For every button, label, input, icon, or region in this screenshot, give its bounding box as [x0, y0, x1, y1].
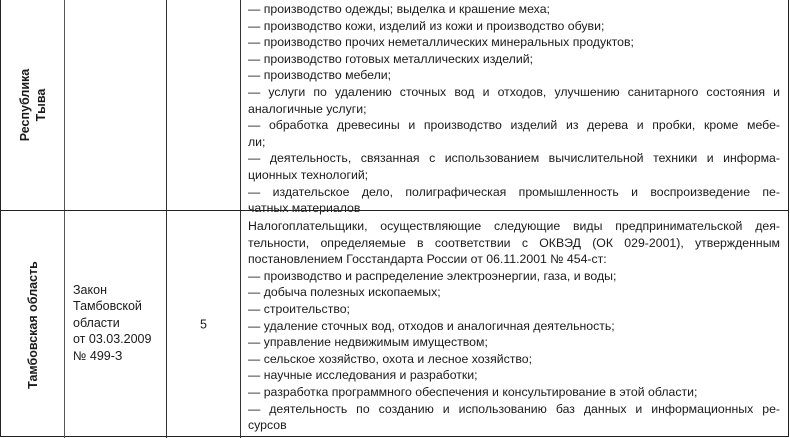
activity-line: аналогичные услуги; — [248, 101, 367, 116]
law-cell — [65, 0, 167, 210]
activity-line: — производство кожи, изделий из кожи и производство обуви; — [248, 18, 605, 33]
region-name: Тамбовская область — [25, 260, 40, 389]
activity-line: — издательское дело, полиграфическая промышленность и воспроизведение пе- — [248, 184, 780, 199]
activity-line: — деятельность, связанная с использованием вычислительной техники и информа- — [248, 151, 780, 166]
rate-cell — [167, 0, 241, 210]
tax-rate-value: 5 — [200, 316, 207, 331]
activity-line: чатных материалов — [248, 201, 361, 216]
activity-line: — производство одежды; выделка и крашение меха; — [248, 2, 550, 16]
table-row-tyva — [1, 0, 788, 216]
activity-line: — деятельность по созданию и использованию баз данных и информационных ре- — [248, 401, 780, 416]
region-cell — [1, 0, 65, 210]
region-name: Республика Тыва — [17, 68, 48, 142]
activities-cell — [241, 0, 788, 216]
activity-line: — услуги по удалению сточных вод и отходов, улучшению санитарного состояния и — [248, 84, 780, 99]
activities-list — [248, 218, 780, 434]
law-reference: Закон Тамбовской области от 03.03.2009 № 499-З — [73, 282, 152, 363]
table-row-tambov — [1, 210, 788, 438]
activity-line: — удаление сточных вод, отходов и аналогичная деятельность; — [248, 318, 615, 333]
activity-line: ли; — [248, 134, 266, 149]
activity-line: сурсов — [248, 418, 287, 433]
activity-line: — управление недвижимым имуществом; — [248, 335, 488, 350]
region-cell — [1, 211, 65, 438]
activity-line: тельности, определяемые в соответствии с ОКВЭД (ОК 029-2001), утвержденным — [248, 235, 780, 250]
activity-line: — сельское хозяйство, охота и лесное хозяйство; — [248, 351, 533, 366]
activity-line: — производство мебели; — [248, 68, 392, 83]
activity-line: постановлением Госстандарта России от 06.11.2001 № 454-ст: — [248, 252, 607, 267]
activity-line: — добыча полезных ископаемых; — [248, 285, 441, 300]
activity-line: — разработка программного обеспечения и консультирование в этой области; — [248, 384, 698, 399]
activity-line: — научные исследования и разработки; — [248, 368, 478, 383]
activity-line: — обработка древесины и производство изделий из дерева и пробки, кроме мебе- — [248, 118, 780, 133]
activity-line: — производство готовых металлических изделий; — [248, 51, 533, 66]
law-cell — [65, 211, 167, 438]
rate-cell — [167, 211, 241, 438]
activity-line: — производство и распределение электроэнергии, газа, и воды; — [248, 268, 617, 283]
activity-line: Налогоплательщики, осуществляющие следующие виды предпринимательской дея- — [248, 219, 780, 233]
activities-list — [248, 1, 780, 217]
activity-line: ционных технологий; — [248, 167, 369, 182]
activities-cell — [241, 211, 788, 438]
activity-line: — строительство; — [248, 301, 350, 316]
activity-line: — производство прочих неметаллических минеральных продуктов; — [248, 35, 634, 50]
